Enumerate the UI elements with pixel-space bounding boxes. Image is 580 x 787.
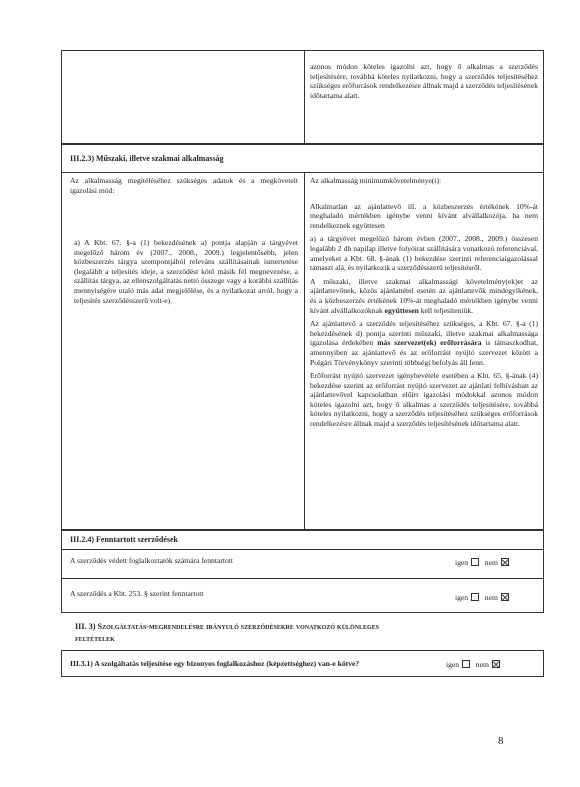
right-paragraph-4: Az ajánlattevő a szerződés teljesítéséhez szükséges, a Kbt. 67. §-a (1) bekezdésének d) pontja szerinti műszaki, illetve szakmai alkalmassága igazolása érdekében más szervezet(ek) erőforrására is támaszkodhat, amennyiben az ajánlattevő és az erőforrást nyújtó szervezet között a Polgári Törvénykönyv szerinti többségi befolyás áll fenn. [310, 319, 539, 367]
section-3-title-line-2: feltételek [75, 634, 115, 643]
yes-label: igen [446, 660, 460, 669]
reserved-row-2-label: A szerződés a Kbt. 253. § szerint fenntartott [70, 589, 204, 598]
continuation-divider [304, 50, 305, 144]
reserved-row-1-label: A szerződés védett foglalkoztatók számára fenntartott [70, 556, 233, 565]
section-3-title-line-1: III. 3) Szolgáltatás-megrendelésre irányuló szerződésekre vonatkozó különleges [75, 622, 380, 631]
left-column [70, 176, 298, 199]
section-322-column-divider [304, 172, 305, 530]
section-324-divider-2 [61, 578, 544, 579]
no-label: nem [484, 593, 498, 602]
no-checkbox-checked[interactable] [501, 593, 509, 601]
left-intro: Az alkalmasság megítéléséhez szükséges adatok és a megkövetelt igazolási mód: [70, 176, 298, 195]
section-331-question: III.3.1) A szolgáltatás teljesítése egy bizonyos foglalkozáshoz (képzettséghez) van-e kötve? [70, 659, 360, 668]
right-paragraph-5: Erőforrást nyújtó szervezet igénybevétele esetében a Kbt. 65. §-ának (4) bekezdése szerint az erőforrást nyújtó szervezet az ajánlati felhívásban az ajánlattevővel kapcsolatban előírt igazolási módokkal azonos módon köteles igazolni azt, hogy ő alkalmas a szerződés teljesítésére, továbbá köteles nyilatkozni, hogy a szerződés teljesítéséhez szükséges erőforrások rendelkezésre állnak majd a szerződés teljesítésének időtartama alatt. [310, 371, 538, 429]
right-paragraph-1: Alkalmatlan az ajánlattevő ill. a közbeszerzés értékének 10%-át meghaladó mértékben igénybe venni kívánt alvállalkozója, ha nem rendelkeznek együttesen [310, 201, 538, 230]
yes-checkbox[interactable] [471, 558, 479, 566]
section-322-header-divider [61, 172, 544, 173]
right-paragraph-3: A műszaki, illetve szakmai alkalmassági követelmény(ek)et az ajánlattevőnek, közös ajánlattétel esetén az ajánlattevők mindegyikének, és a közbeszerzés értékének 10%-át meghaladó mértékben igénybe venni kívánt alvállalkozóknak együttesen kell teljesíteniük. [310, 276, 538, 315]
right-paragraph-2: a) a tárgyévet megelőző három évben (2007., 2008., 2009.) összesen legalább 2 db napilap illetve folyóirat szállítására vonatkozó referenciával, amelyeket a Kbt. 68. §-ának (1) bekezdése szerinti referenciaigazolással támaszt alá, és nyilatkozik a szerződésszerű teljesítésről. [310, 234, 538, 273]
no-label: nem [475, 660, 489, 669]
section-324-title: III.2.4) Fenntartott szerződések [70, 535, 178, 544]
section-331-options [446, 660, 500, 669]
right-intro: Az alkalmasság minimumkövetelménye(i): [310, 176, 442, 185]
continuation-text: azonos módon köteles igazolni azt, hogy ő alkalmas a szerződés teljesítésére, továbbá köteles nyilatkozni, hogy a szerződés teljesítéséhez szükséges erőforrások rendelkezésre állnak majd a szerződés teljesítésének időtartama alatt. [310, 62, 538, 100]
yes-checkbox[interactable] [462, 660, 470, 668]
no-checkbox-checked[interactable] [492, 660, 500, 668]
section-322-title: III.2.3) Műszaki, illetve szakmai alkalmasság [70, 154, 224, 163]
yes-checkbox[interactable] [471, 593, 479, 601]
page-number: 8 [498, 735, 504, 747]
yes-label: igen [455, 593, 469, 602]
right-column [310, 176, 538, 433]
left-item-a: a) A Kbt. 67. §-a (1) bekezdésének a) pontja alapján a tárgyévet megelőző három év (2007., 2008., 2009.) legjelentősebb, jelen közbeszerzés tárgya szempontjából releváns szállításainak ismertetése (legalább a teljesítés ideje, a szerződést kötő másik fél megnevezése, a szállítás tárgya, az ellenszolgáltatás nettó összege vagy a korábbi szállítás mennyiségére utaló más adat megjelölése, és a nyilatkozat arról, hogy a teljesítés szerződésszerű volt-e). [74, 238, 298, 305]
yes-label: igen [455, 558, 469, 567]
no-checkbox-checked[interactable] [501, 558, 509, 566]
reserved-row-1-options [455, 558, 509, 567]
no-label: nem [484, 558, 498, 567]
reserved-row-2-options [455, 593, 509, 602]
section-3-title [75, 621, 379, 645]
section-324-divider-1 [61, 549, 544, 550]
